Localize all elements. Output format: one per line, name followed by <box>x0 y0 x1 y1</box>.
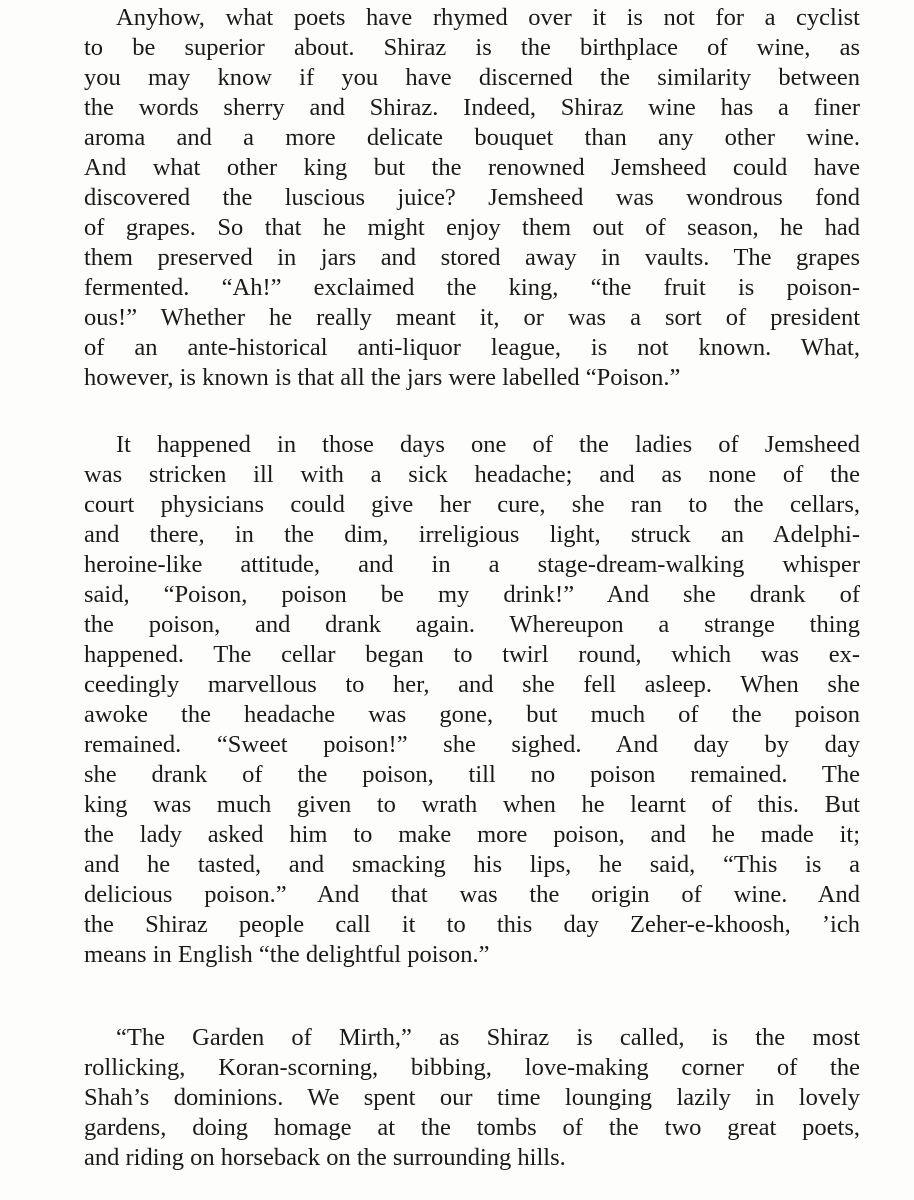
text-line: remained. “Sweet poison!” she sighed. And day by day <box>84 731 860 758</box>
paragraph-lady-poison-story <box>84 430 860 970</box>
text-line: awoke the headache was gone, but much of the poison <box>84 701 860 728</box>
text-line: discovered the luscious juice? Jemsheed was wondrous fond <box>84 184 860 211</box>
text-line: to be superior about. Shiraz is the birthplace of wine, as <box>84 34 860 61</box>
text-line: and he tasted, and smacking his lips, he said, “This is a <box>84 851 860 878</box>
text-line: and there, in the dim, irreligious light, struck an Adelphi- <box>84 521 860 548</box>
paragraph-garden-of-mirth <box>84 1023 860 1173</box>
text-line: of grapes. So that he might enjoy them out of season, he had <box>84 214 860 241</box>
text-line: and riding on horseback on the surrounding hills. <box>84 1144 566 1171</box>
text-line: fermented. “Ah!” exclaimed the king, “the fruit is poison- <box>84 274 860 301</box>
text-line: Shah’s dominions. We spent our time lounging lazily in lovely <box>84 1084 860 1111</box>
text-line: the Shiraz people call it to this day Zeher-e-khoosh, ’ich <box>84 911 860 938</box>
text-line: the poison, and drank again. Whereupon a strange thing <box>84 611 860 638</box>
text-line: said, “Poison, poison be my drink!” And she drank of <box>84 581 860 608</box>
text-line: heroine-like attitude, and in a stage-dream-walking whisper <box>84 551 860 578</box>
text-line: was stricken ill with a sick headache; and as none of the <box>84 461 860 488</box>
paragraph-jemsheed-wine-origin <box>84 3 860 393</box>
text-line: them preserved in jars and stored away in vaults. The grapes <box>84 244 860 271</box>
text-line: aroma and a more delicate bouquet than any other wine. <box>84 124 860 151</box>
text-line: you may know if you have discerned the similarity between <box>84 64 860 91</box>
text-line: It happened in those days one of the ladies of Jemsheed <box>116 431 860 458</box>
text-line: “The Garden of Mirth,” as Shiraz is called, is the most <box>116 1024 860 1051</box>
text-line: happened. The cellar began to twirl round, which was ex- <box>84 641 860 668</box>
text-line: ous!” Whether he really meant it, or was a sort of president <box>84 304 860 331</box>
text-line: Anyhow, what poets have rhymed over it is not for a cyclist <box>116 4 860 31</box>
text-line: means in English “the delightful poison.” <box>84 941 490 968</box>
text-line: And what other king but the renowned Jemsheed could have <box>84 154 860 181</box>
text-line: ceedingly marvellous to her, and she fell asleep. When she <box>84 671 860 698</box>
text-line: court physicians could give her cure, she ran to the cellars, <box>84 491 860 518</box>
text-line: she drank of the poison, till no poison remained. The <box>84 761 860 788</box>
text-line: gardens, doing homage at the tombs of the two great poets, <box>84 1114 860 1141</box>
text-line: of an ante-historical anti-liquor league, is not known. What, <box>84 334 860 361</box>
text-line: however, is known is that all the jars were labelled “Poison.” <box>84 364 681 391</box>
text-line: king was much given to wrath when he learnt of this. But <box>84 791 860 818</box>
text-line: the words sherry and Shiraz. Indeed, Shiraz wine has a finer <box>84 94 860 121</box>
text-line: the lady asked him to make more poison, and he made it; <box>84 821 860 848</box>
text-line: delicious poison.” And that was the origin of wine. And <box>84 881 860 908</box>
text-line: rollicking, Koran-scorning, bibbing, love-making corner of the <box>84 1054 860 1081</box>
